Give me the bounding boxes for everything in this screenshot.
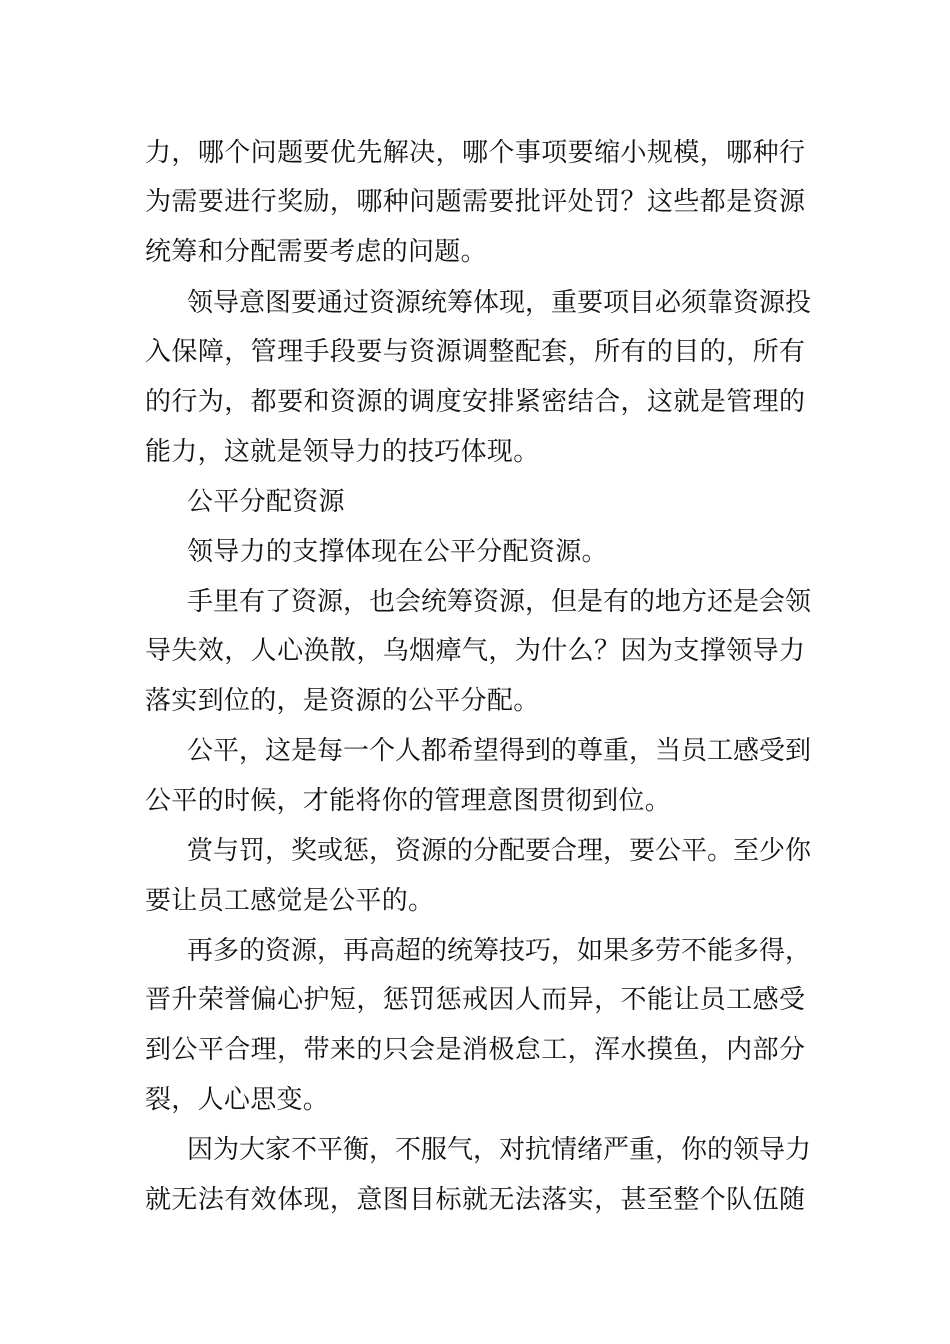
- text-line: 为需要进行奖励，哪种问题需要批评处罚？这些都是资源: [145, 187, 805, 217]
- paragraph-start-line: 再多的资源，再高超的统筹技巧，如果多劳不能多得，: [187, 936, 812, 966]
- paragraph-start-line: 领导意图要通过资源统筹体现，重要项目必须靠资源投: [187, 288, 812, 318]
- text-line: 晋升荣誉偏心护短，惩罚惩戒因人而异，不能让员工感受: [145, 985, 805, 1015]
- text-line: 就无法有效体现，意图目标就无法落实，甚至整个队伍随: [145, 1185, 805, 1215]
- text-line: 公平的时候，才能将你的管理意图贯彻到位。: [145, 786, 672, 816]
- text-line: 导失效，人心涣散，乌烟瘴气，为什么？因为支撑领导力: [145, 636, 805, 666]
- paragraph-start-line: 领导力的支撑体现在公平分配资源。: [187, 537, 608, 567]
- paragraph-start-line: 公平，这是每一个人都希望得到的尊重，当员工感受到: [187, 736, 812, 766]
- text-line: 要让员工感觉是公平的。: [145, 886, 435, 916]
- text-line: 裂，人心思变。: [145, 1085, 330, 1115]
- text-line: 入保障，管理手段要与资源调整配套，所有的目的，所有: [145, 337, 805, 367]
- text-line: 的行为，都要和资源的调度安排紧密结合，这就是管理的: [145, 387, 805, 417]
- paragraph-start-line: 手里有了资源，也会统筹资源，但是有的地方还是会领: [187, 587, 812, 617]
- section-heading: 公平分配资源: [187, 487, 345, 517]
- paragraph-start-line: 赏与罚，奖或惩，资源的分配要合理，要公平。至少你: [187, 836, 812, 866]
- paragraph-start-line: 因为大家不平衡，不服气，对抗情绪严重，你的领导力: [187, 1135, 812, 1165]
- text-line: 能力，这就是领导力的技巧体现。: [145, 437, 540, 467]
- text-line: 统筹和分配需要考虑的问题。: [145, 237, 487, 267]
- text-line: 力，哪个问题要优先解决，哪个事项要缩小规模，哪种行: [145, 138, 805, 168]
- text-line: 到公平合理，带来的只会是消极怠工，浑水摸鱼，内部分: [145, 1035, 805, 1065]
- text-line: 落实到位的，是资源的公平分配。: [145, 686, 540, 716]
